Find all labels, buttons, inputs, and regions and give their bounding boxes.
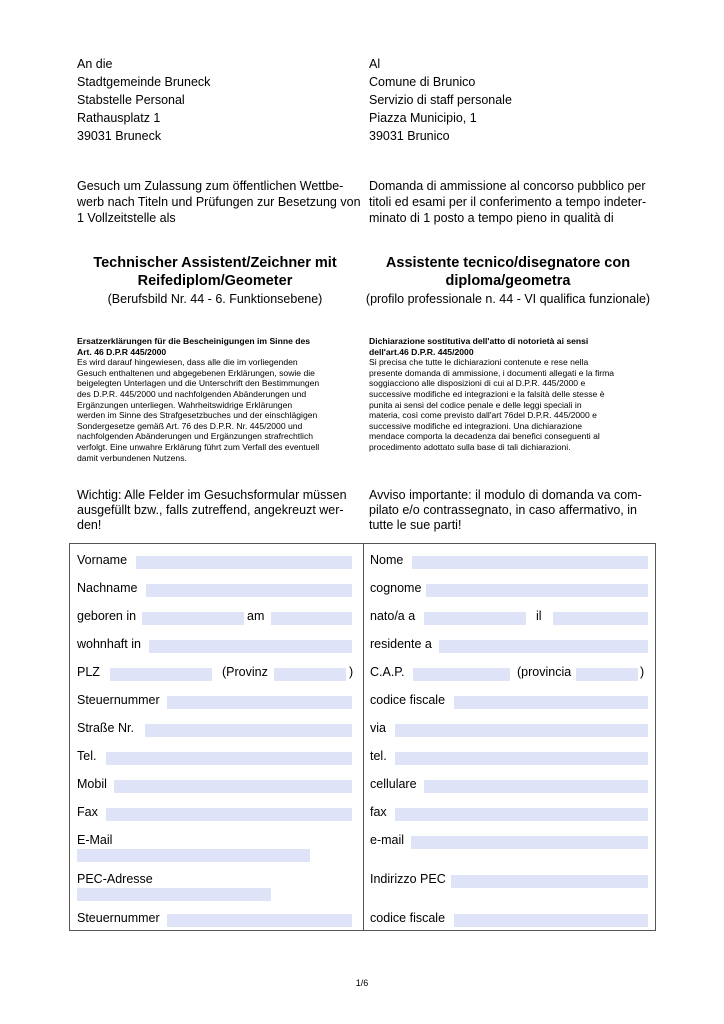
declaration-heading: Ersatzerklärungen für die Bescheinigungen im Sinne des [77,336,311,346]
label-provincia: (provincia [517,665,572,679]
declaration-line: Si precisa che tutte le dichiarazioni contenute e rese nella [369,357,589,368]
declaration-line: punita ai sensi del codice penale e delle leggi speciali in [369,399,582,410]
geburtsort-field[interactable] [142,612,244,625]
declaration-italian [369,336,659,453]
pec-field[interactable] [77,888,271,901]
intro-line: Domanda di ammissione al concorso pubblico per [369,179,646,193]
label-cap: C.A.P. [370,665,405,679]
fax-it-field[interactable] [395,808,648,821]
provincia-field[interactable] [576,668,638,681]
declaration-line: nachfolgenden Abänderungen und Ergänzungen strafrechtlich [77,431,314,442]
address-italian [369,55,512,145]
label-provinz-close: ) [349,665,354,679]
cap-field[interactable] [413,668,510,681]
declaration-line: Ergänzungen unterliegen. Wahrheitswidrige Erklärungen [77,399,293,410]
declaration-heading: Art. 46 D.P.R 445/2000 [77,346,167,357]
declaration-heading: dell'art.46 D.P.R. 445/2000 [369,346,474,357]
label-email-it: e-mail [370,833,405,847]
column-divider [363,544,364,930]
declaration-line: successive modifiche ed integrazioni e la falsità delle stesse è [369,388,605,399]
label-strasse-nr: Straße Nr. [77,721,134,735]
label-geboren-in: geboren in [77,609,137,623]
label-fax-it: fax [370,805,387,819]
label-via: via [370,721,386,735]
declaration-line: mendace comporta la decadenza dai benefici conseguenti al [369,431,600,442]
geburtsdatum-field[interactable] [271,612,352,625]
label-nachname: Nachname [77,581,138,595]
declaration-line: Sondergesetze gemäß Art. 76 des D.P.R. Nr. 445/2000 und [77,420,303,431]
label-codice-fiscale-2: codice fiscale [370,911,446,925]
label-provincia-close: ) [640,665,645,679]
declaration-line: Gesuch enthaltenen und abgegebenen Erklärungen, sowie die [77,367,315,378]
page-number: 1/6 [355,978,369,988]
label-cognome: cognome [370,581,422,595]
tel-it-field[interactable] [395,752,648,765]
via-field[interactable] [395,724,648,737]
intro-italian [369,178,646,226]
steuernummer-2-field[interactable] [167,914,352,927]
intro-line: Gesuch um Zulassung zum öffentlichen Wettbe- [77,179,344,193]
label-cellulare: cellulare [370,777,417,791]
declaration-line: des D.P.R. 445/2000 und nachfolgenden Abänderungen und [77,388,307,399]
address-line: Servizio di staff personale [369,93,512,107]
warning-line: ausgefüllt bzw., falls zutreffend, angekreuzt wer- [77,503,344,517]
intro-line: titoli ed esami per il conferimento a tempo indeter- [369,195,647,209]
wohnort-field[interactable] [149,640,352,653]
declaration-line: soggiacciono alle disposizioni di cui al D.P.R. 445/2000 e [369,378,586,389]
position-title-italian [369,254,647,290]
provinz-field[interactable] [274,668,346,681]
label-plz: PLZ [77,665,100,679]
address-line: 39031 Bruneck [77,129,162,143]
label-nome: Nome [370,553,404,567]
intro-german [77,178,361,226]
declaration-line: successive modifiche ed integrazioni. Una dichiarazione [369,420,583,431]
label-email: E-Mail [77,833,113,847]
address-german [77,55,210,145]
declaration-line: damit verbundenen Nutzens. [77,452,187,463]
email-it-field[interactable] [411,836,648,849]
subtitle-italian: (profilo professionale n. 44 - VI qualifica funzionale) [365,292,651,306]
personal-data-form [69,543,656,931]
title-line: Assistente tecnico/disegnatore con [385,255,631,271]
declaration-line: verfolgt. Eine unwahre Erklärung führt zum Verfall des eventuell [77,441,320,452]
fax-field[interactable] [106,808,352,821]
declaration-line: materia, così come previsto dall'art 76del D.P.R. 445/2000 e [369,410,597,421]
declaration-line: presente domanda di ammissione, i documenti allegati e la firma [369,367,615,378]
vorname-field[interactable] [136,556,352,569]
codice-fiscale-2-field[interactable] [454,914,648,927]
label-tel-it: tel. [370,749,387,763]
label-vorname: Vorname [77,553,128,567]
declaration-line: werden im Sinne des Strafgesetzbuches und der einschlägigen [77,410,318,421]
address-line: Stadtgemeinde Bruneck [77,75,211,89]
tel-field[interactable] [106,752,352,765]
address-line: 39031 Brunico [369,129,450,143]
label-tel: Tel. [77,749,97,763]
warning-line: pilato e/o contrassegnato, in caso affermativo, in [369,503,637,517]
label-steuernummer: Steuernummer [77,693,160,707]
declaration-heading: Dichiarazione sostitutiva dell'atto di notorietà ai sensi [369,336,589,346]
label-residente-a: residente a [370,637,432,651]
mobil-field[interactable] [114,780,352,793]
address-line: Comune di Brunico [369,75,476,89]
plz-field[interactable] [110,668,212,681]
intro-line: 1 Vollzeitstelle als [77,211,176,225]
label-pec-adresse: PEC-Adresse [77,872,153,886]
declaration-line: procedimento adottato sulla base di tali dichiarazioni. [369,441,571,452]
title-line: Reifediplom/Geometer [137,273,293,289]
cellulare-field[interactable] [424,780,648,793]
label-codice-fiscale: codice fiscale [370,693,446,707]
residenza-field[interactable] [439,640,648,653]
cognome-field[interactable] [426,584,648,597]
data-nascita-field[interactable] [553,612,648,625]
label-fax: Fax [77,805,98,819]
nachname-field[interactable] [146,584,352,597]
codice-fiscale-field[interactable] [454,696,648,709]
address-line: Piazza Municipio, 1 [369,111,477,125]
strasse-field[interactable] [145,724,352,737]
subtitle-german: (Berufsbild Nr. 44 - 6. Funktionsebene) [107,292,323,306]
position-title-german [77,254,353,290]
address-line: Rathausplatz 1 [77,111,161,125]
label-mobil: Mobil [77,777,107,791]
label-provinz: (Provinz [222,665,268,679]
intro-line: minato di 1 posto a tempo pieno in qualità di [369,211,614,225]
warning-line: Avviso importante: il modulo di domanda va com- [369,488,642,502]
address-line: An die [77,57,113,71]
title-line: diploma/geometra [445,273,571,289]
label-steuernummer-2: Steuernummer [77,911,160,925]
warning-line: tutte le sue parti! [369,518,462,532]
warning-german [77,488,347,533]
pec-it-field[interactable] [451,875,648,888]
declaration-line: Es wird darauf hingewiesen, dass alle die im vorliegenden [77,357,298,368]
nome-field[interactable] [412,556,648,569]
steuernummer-field[interactable] [167,696,352,709]
warning-line: den! [77,518,102,532]
declaration-german [77,336,362,463]
address-line: Stabstelle Personal [77,93,185,107]
label-am: am [247,609,265,623]
label-wohnhaft-in: wohnhaft in [77,637,141,651]
label-nato-a: nato/a a [370,609,416,623]
declaration-line: beigelegten Unterlagen und die Unterschrift den Bestimmungen [77,378,320,389]
warning-line: Wichtig: Alle Felder im Gesuchsformular müssen [77,488,347,502]
intro-line: werb nach Titeln und Prüfungen zur Besetzung von [77,195,361,209]
label-il: il [536,609,542,623]
warning-italian [369,488,642,533]
luogo-nascita-field[interactable] [424,612,526,625]
address-line: Al [369,57,381,71]
label-indirizzo-pec: Indirizzo PEC [370,872,446,886]
title-line: Technischer Assistent/Zeichner mit [93,255,337,271]
email-field[interactable] [77,849,310,862]
